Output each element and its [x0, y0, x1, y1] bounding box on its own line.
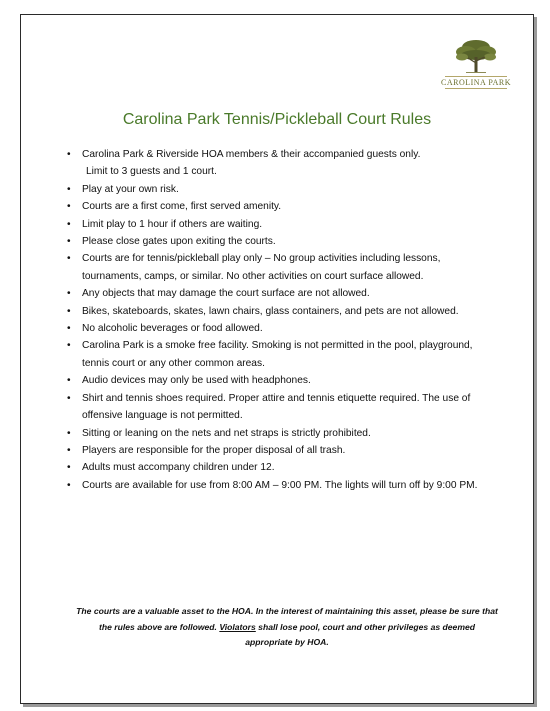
- rule-item: • Players are responsible for the proper disposal of all trash.: [67, 442, 499, 459]
- footer-violators-text: Violators: [219, 621, 256, 632]
- rule-item: • Courts are available for use from 8:00 AM – 9:00 PM. The lights will turn off by 9:00 PM.: [67, 477, 499, 494]
- rule-item: • Adults must accompany children under 12.: [67, 459, 499, 476]
- rule-subtext: Limit to 3 guests and 1 court.: [86, 166, 217, 178]
- rule-item: • Sitting or leaning on the nets and net straps is strictly prohibited.: [67, 425, 499, 442]
- logo-wordmark: CAROLINA PARK: [441, 78, 511, 87]
- carolina-park-logo: [441, 37, 511, 97]
- rule-item: • Courts are a first come, first served amenity.: [67, 198, 499, 215]
- footer-notice: [75, 604, 499, 651]
- document-page: [20, 14, 534, 704]
- rule-item: • No alcoholic beverages or food allowed.: [67, 320, 499, 337]
- logo-rule-line: [445, 76, 507, 77]
- page-title: Carolina Park Tennis/Pickleball Court Rules: [122, 111, 432, 128]
- oak-tree-icon: [454, 37, 498, 75]
- footer-text: The courts are a valuable asset to the HOA. In the interest of maintaining this asset, please be sure that the rules above are followed.: [76, 606, 498, 632]
- rule-text: Carolina Park & Riverside HOA members & their accompanied guests only.: [82, 149, 421, 160]
- rule-item: • Audio devices may only be used with headphones.: [67, 372, 499, 389]
- rule-item: • Please close gates upon exiting the courts.: [67, 233, 499, 250]
- logo-rule-line: [445, 88, 507, 89]
- rule-item: • Any objects that may damage the court surface are not allowed.: [67, 285, 499, 302]
- rule-item: • Courts are for tennis/pickleball play only – No group activities including lessons, tournaments, camps, or similar. No other activities on court surface allowed.: [67, 250, 499, 285]
- rule-item: • Shirt and tennis shoes required. Proper attire and tennis etiquette required. The use of offensive language is not permitted.: [67, 390, 499, 425]
- rule-item: • Play at your own risk.: [67, 181, 499, 198]
- footer-text: shall lose pool, court and other privileges as deemed appropriate by HOA.: [245, 621, 475, 647]
- rules-list: [67, 146, 499, 494]
- rule-item: • Limit play to 1 hour if others are waiting.: [67, 216, 499, 233]
- rule-item: • Carolina Park is a smoke free facility. Smoking is not permitted in the pool, playground, tennis court or any other common areas.: [67, 337, 499, 372]
- rule-item: • Bikes, skateboards, skates, lawn chairs, glass containers, and pets are not allowed.: [67, 303, 499, 320]
- rule-item: [67, 146, 499, 181]
